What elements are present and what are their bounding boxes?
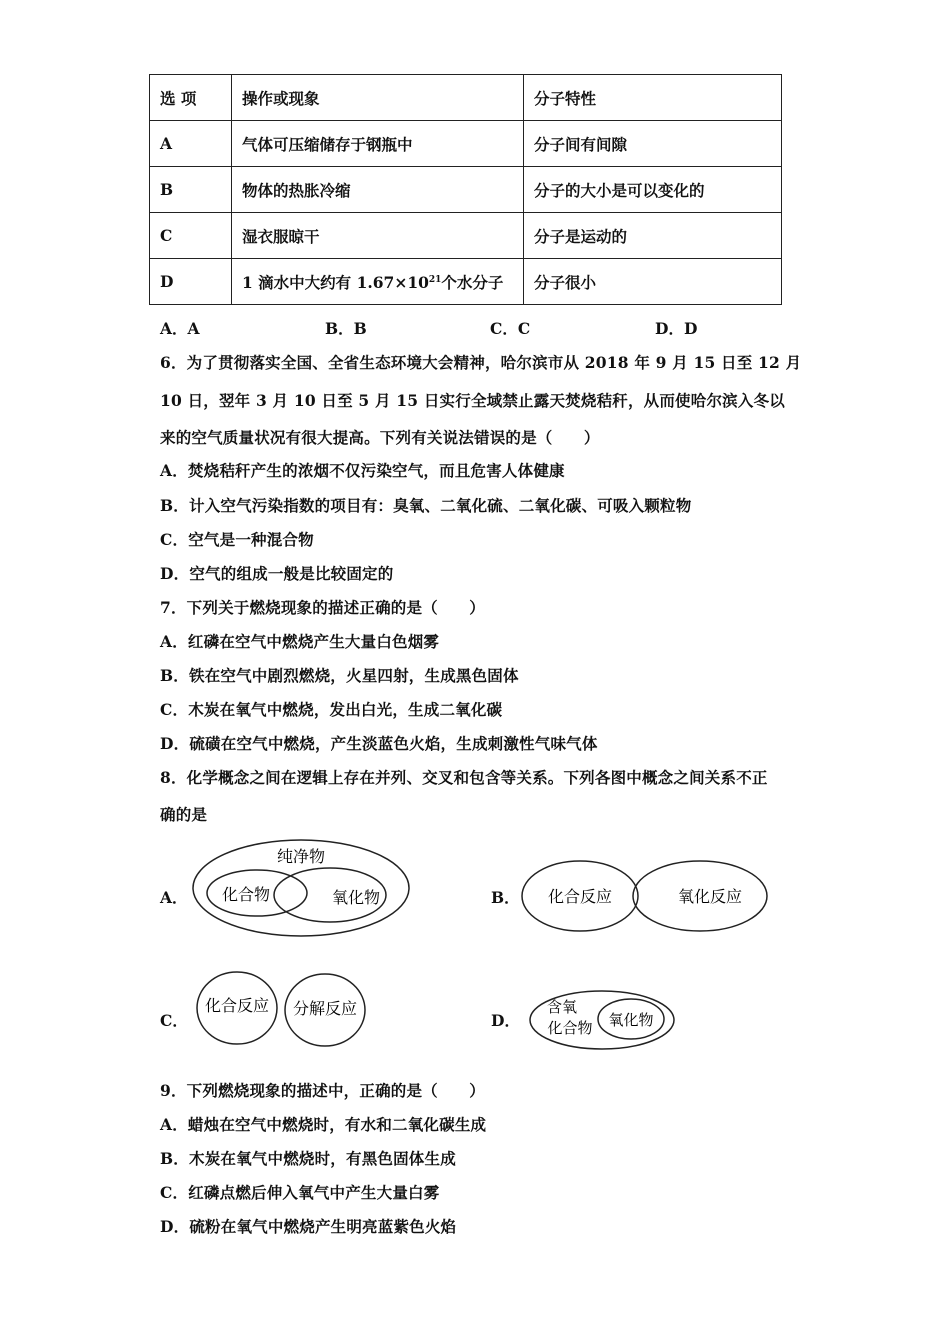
- inner-label: 氧化物: [608, 1011, 654, 1029]
- table-cell-phenomenon: 湿衣服晾干: [232, 213, 524, 259]
- answer-choice-d: D．D: [655, 319, 698, 338]
- table-cell-option: C: [150, 213, 232, 259]
- left-label: 化合反应: [204, 996, 270, 1015]
- options-table: [149, 74, 782, 305]
- right-label: 氧化反应: [677, 887, 743, 906]
- answer-choice-c: C．C: [490, 319, 531, 338]
- table-cell-property: 分子很小: [524, 259, 782, 305]
- table-row: [150, 259, 782, 305]
- table-cell-option: B: [150, 167, 232, 213]
- outer-label: 纯净物: [276, 847, 326, 866]
- venn-diagram-a: [190, 836, 420, 940]
- diagram-label-d: D．: [491, 1011, 520, 1030]
- option-c: C．木炭在氧气中燃烧，发出白光，生成二氧化碳: [160, 700, 503, 719]
- venn-diagram-b: [518, 858, 772, 934]
- question-stem: 10 日，翌年 3 月 10 日至 5 月 15 日实行全域禁止露天焚烧秸秆，从而使哈尔滨入冬以: [160, 391, 785, 410]
- table-cell-option: D: [150, 259, 232, 305]
- right-label: 分解反应: [292, 999, 358, 1018]
- question-stem: 9．下列燃烧现象的描述中，正确的是（ ）: [160, 1081, 485, 1100]
- table-cell-property: 分子是运动的: [524, 213, 782, 259]
- table-row: [150, 167, 782, 213]
- table-cell-phenomenon: 气体可压缩储存于钢瓶中: [232, 121, 524, 167]
- table-row: [150, 213, 782, 259]
- diagram-label-c: C．: [160, 1011, 188, 1030]
- table-row: [150, 121, 782, 167]
- diagram-label-b: B．: [491, 888, 520, 907]
- phenomenon-text: 1 滴水中大约有 1.67×10: [242, 272, 429, 292]
- diagram-label-a: A．: [160, 888, 188, 907]
- left-label: 化合反应: [547, 887, 613, 906]
- question-stem: 6．为了贯彻落实全国、全省生态环境大会精神，哈尔滨市从 2018 年 9 月 15 日至 12 月: [160, 353, 802, 372]
- option-c: C．红磷点燃后伸入氧气中产生大量白雾: [160, 1183, 440, 1202]
- option-a: A．焚烧秸秆产生的浓烟不仅污染空气，而且危害人体健康: [160, 461, 565, 480]
- outer-label-line2: 化合物: [547, 1019, 593, 1037]
- option-b: B．木炭在氧气中燃烧时，有黑色固体生成: [160, 1149, 456, 1168]
- option-d: D．硫粉在氧气中燃烧产生明亮蓝紫色火焰: [160, 1217, 457, 1236]
- question-stem: 来的空气质量状况有很大提高。下列有关说法错误的是（ ）: [160, 428, 600, 447]
- question-stem: 7．下列关于燃烧现象的描述正确的是（ ）: [160, 598, 485, 617]
- option-a: A．红磷在空气中燃烧产生大量白色烟雾: [160, 632, 440, 651]
- table-header-row: [150, 75, 782, 121]
- question-stem: 8．化学概念之间在逻辑上存在并列、交叉和包含等关系。下列各图中概念之间关系不正: [160, 768, 768, 787]
- left-label: 化合物: [221, 885, 271, 904]
- question-stem: 确的是: [160, 805, 208, 824]
- answer-choice-a: A．A: [160, 319, 200, 338]
- venn-diagram-c: [192, 970, 372, 1052]
- table-cell-property: 分子的大小是可以变化的: [524, 167, 782, 213]
- option-c: C．空气是一种混合物: [160, 530, 314, 549]
- option-b: B．计入空气污染指数的项目有：臭氧、二氧化硫、二氧化碳、可吸入颗粒物: [160, 496, 692, 515]
- answer-choice-b: B．B: [325, 319, 367, 338]
- option-a: A．蜡烛在空气中燃烧时，有水和二氧化碳生成: [160, 1115, 487, 1134]
- right-label: 氧化物: [331, 888, 381, 907]
- table-header: 操作或现象: [232, 75, 524, 121]
- table-header: 选 项: [150, 75, 232, 121]
- venn-diagram-d: [526, 988, 680, 1052]
- table-cell-option: A: [150, 121, 232, 167]
- phenomenon-text-tail: 个水分子: [441, 272, 504, 292]
- exponent: 21: [428, 274, 442, 285]
- table-cell-property: 分子间有间隙: [524, 121, 782, 167]
- option-b: B．铁在空气中剧烈燃烧，火星四射，生成黑色固体: [160, 666, 519, 685]
- table-cell-phenomenon: [232, 259, 524, 305]
- option-d: D．空气的组成一般是比较固定的: [160, 564, 394, 583]
- option-d: D．硫磺在空气中燃烧，产生淡蓝色火焰，生成刺激性气味气体: [160, 734, 598, 753]
- table-cell-phenomenon: 物体的热胀冷缩: [232, 167, 524, 213]
- outer-label-line1: 含氧: [546, 998, 578, 1016]
- table-header: 分子特性: [524, 75, 782, 121]
